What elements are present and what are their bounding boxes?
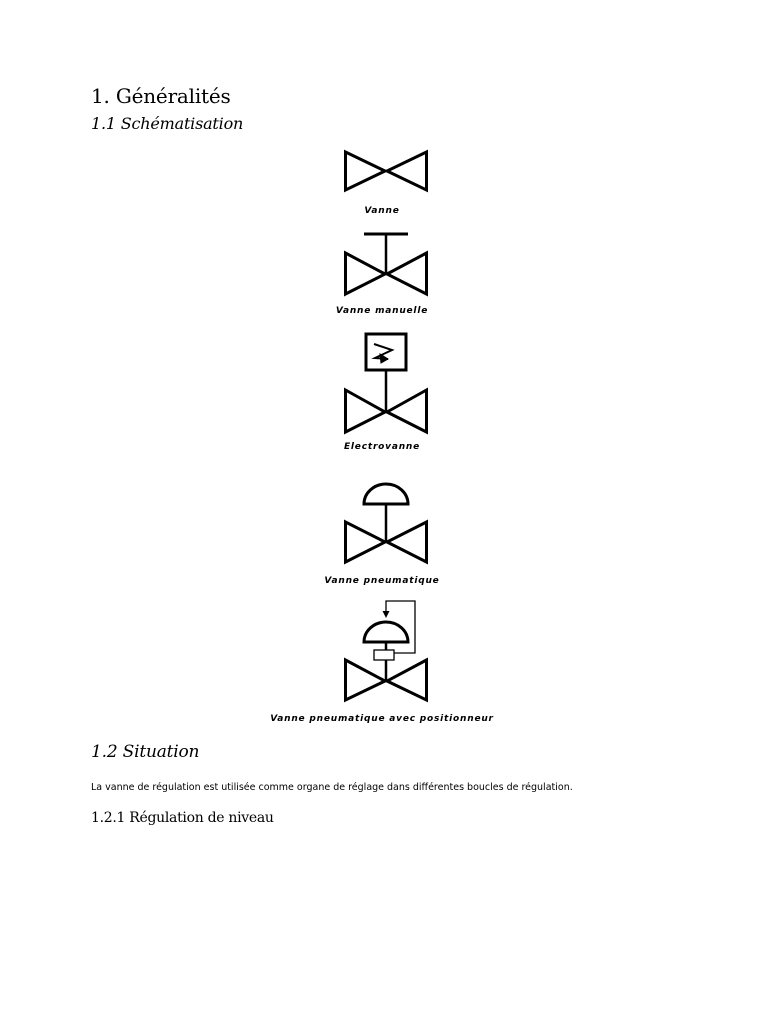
pneumatic-valve-positioner-icon (344, 598, 434, 702)
caption-vanne-manuelle: Vanne manuelle (335, 306, 429, 316)
pneumatic-valve-icon (344, 482, 428, 564)
heading-schematisation: 1.1 Schématisation (91, 114, 244, 133)
solenoid-valve-icon (344, 332, 428, 434)
caption-vanne: Vanne (364, 206, 400, 216)
valve-icon (344, 150, 428, 192)
heading-regulation-niveau: 1.2.1 Régulation de niveau (91, 810, 274, 826)
heading-generalites: 1. Généralités (91, 84, 231, 108)
heading-situation: 1.2 Situation (91, 742, 200, 762)
paragraph-situation: La vanne de régulation est utilisée comme organe de réglage dans différentes boucles de régulation. (91, 782, 573, 793)
caption-vanne-pneumatique-positionneur: Vanne pneumatique avec positionneur (270, 714, 494, 724)
manual-valve-icon (344, 230, 428, 296)
caption-electrovanne: Electrovanne (343, 442, 421, 452)
caption-vanne-pneumatique: Vanne pneumatique (324, 576, 440, 586)
